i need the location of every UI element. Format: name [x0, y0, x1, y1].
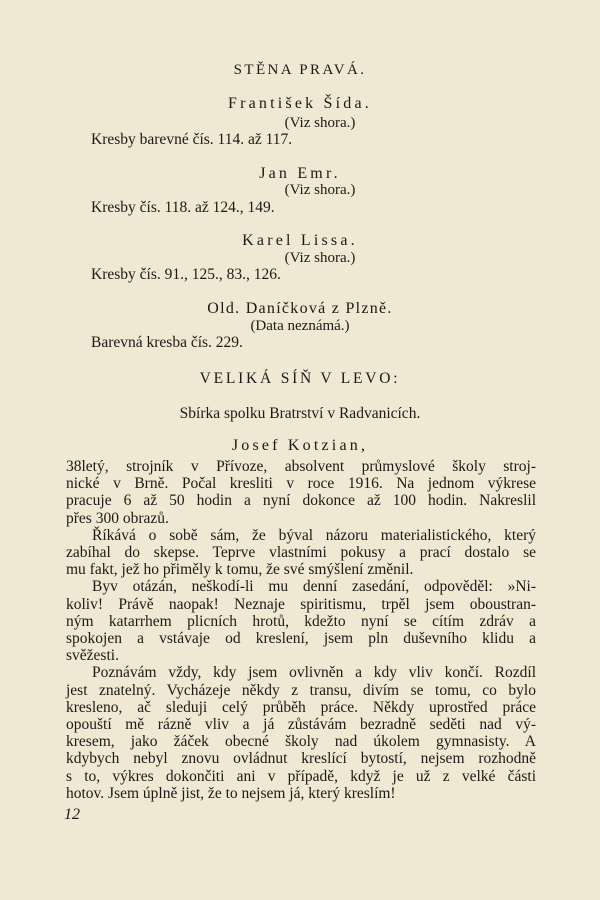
body-line: spokojen a vstávaje od kreslení, jsem pln duševního klidu a — [66, 630, 536, 647]
body-line: svěžesti. — [66, 647, 119, 665]
artist-name: Karel Lissa. — [242, 232, 358, 249]
body-line: koliv! Právě naopak! Neznaje spiritismu, trpěl jsem oboustran- — [66, 595, 536, 613]
artist-note: (Viz shora.) — [284, 115, 356, 131]
artist-note: (Data neznámá.) — [250, 318, 350, 334]
artist-name: Old. Daníčková z Plzně. — [207, 300, 393, 317]
body-line: Poznávám vždy, kdy jsem ovlivněn a kdy vliv končí. Rozdíl — [92, 664, 536, 682]
artist-works: Kresby čís. 118. až 124., 149. — [91, 199, 275, 216]
body-line: opouští mě rázně vliv a já zůstávám bezradně seděti nad vý- — [66, 716, 536, 733]
artist-note: (Viz shora.) — [284, 250, 356, 266]
body-line: kdybych nebyl znovu ovládnut kreslící bytostí, nejsem rozhodně — [66, 750, 536, 768]
body-line: hotov. Jsem úplně jist, že to nejsem já, který kreslím! — [66, 784, 396, 802]
body-line: zabíhal do skepse. Teprve vlastními pokusy a prací dostalo se — [66, 544, 536, 561]
body-line: 38letý, strojník v Přívoze, absolvent průmyslové školy stroj- — [66, 458, 536, 475]
body-line: kresem, jako žáček obecné školy nad úkolem gymnasisty. A — [66, 733, 536, 751]
page-number: 12 — [64, 806, 80, 823]
body-line: pracuje 6 až 50 hodin a nyní dokonce až 100 hodin. Nakreslil — [66, 492, 536, 510]
artist-name: Jan Emr. — [259, 165, 341, 182]
person-name: Josef Kotzian, — [231, 437, 369, 454]
body-line: kresleno, ač sleduji celý průběh práce. Někdy uprostřed práce — [66, 698, 536, 716]
artist-note: (Viz shora.) — [284, 182, 356, 198]
hall-heading: VELIKÁ SÍŇ V LEVO: — [199, 370, 401, 387]
body-line: s to, výkres dokončiti ani v případě, když je už z velké části — [66, 767, 536, 785]
artist-works: Kresby čís. 91., 125., 83., 126. — [91, 266, 281, 283]
artist-name: František Šída. — [228, 95, 372, 112]
body-line: jest znatelný. Vycházeje někdy z transu, divím se tomu, co bylo — [66, 681, 536, 699]
body-line: přes 300 obrazů. — [66, 509, 169, 527]
body-line: Říkává o sobě sám, že býval názoru materialistického, který — [92, 526, 536, 544]
body-line: ným katarrhem plicních hrotů, kdežto nyní se cítím zdráv a — [66, 612, 536, 630]
body-line: Byv otázán, neškodí-li mu denní zasedání, odpověděl: »Ni- — [92, 578, 536, 596]
body-line: nické v Brně. Počal kresliti v roce 1916. Na jednom výkrese — [66, 475, 536, 493]
artist-works: Barevná kresba čís. 229. — [91, 334, 243, 351]
artist-works: Kresby barevné čís. 114. až 117. — [91, 131, 293, 148]
body-line: mu fakt, jež ho přiměly k tomu, že své smýšlení změnil. — [66, 561, 414, 579]
collection-title: Sbírka spolku Bratrství v Radvanicích. — [179, 405, 421, 422]
wall-heading: STĚNA PRAVÁ. — [233, 62, 367, 78]
